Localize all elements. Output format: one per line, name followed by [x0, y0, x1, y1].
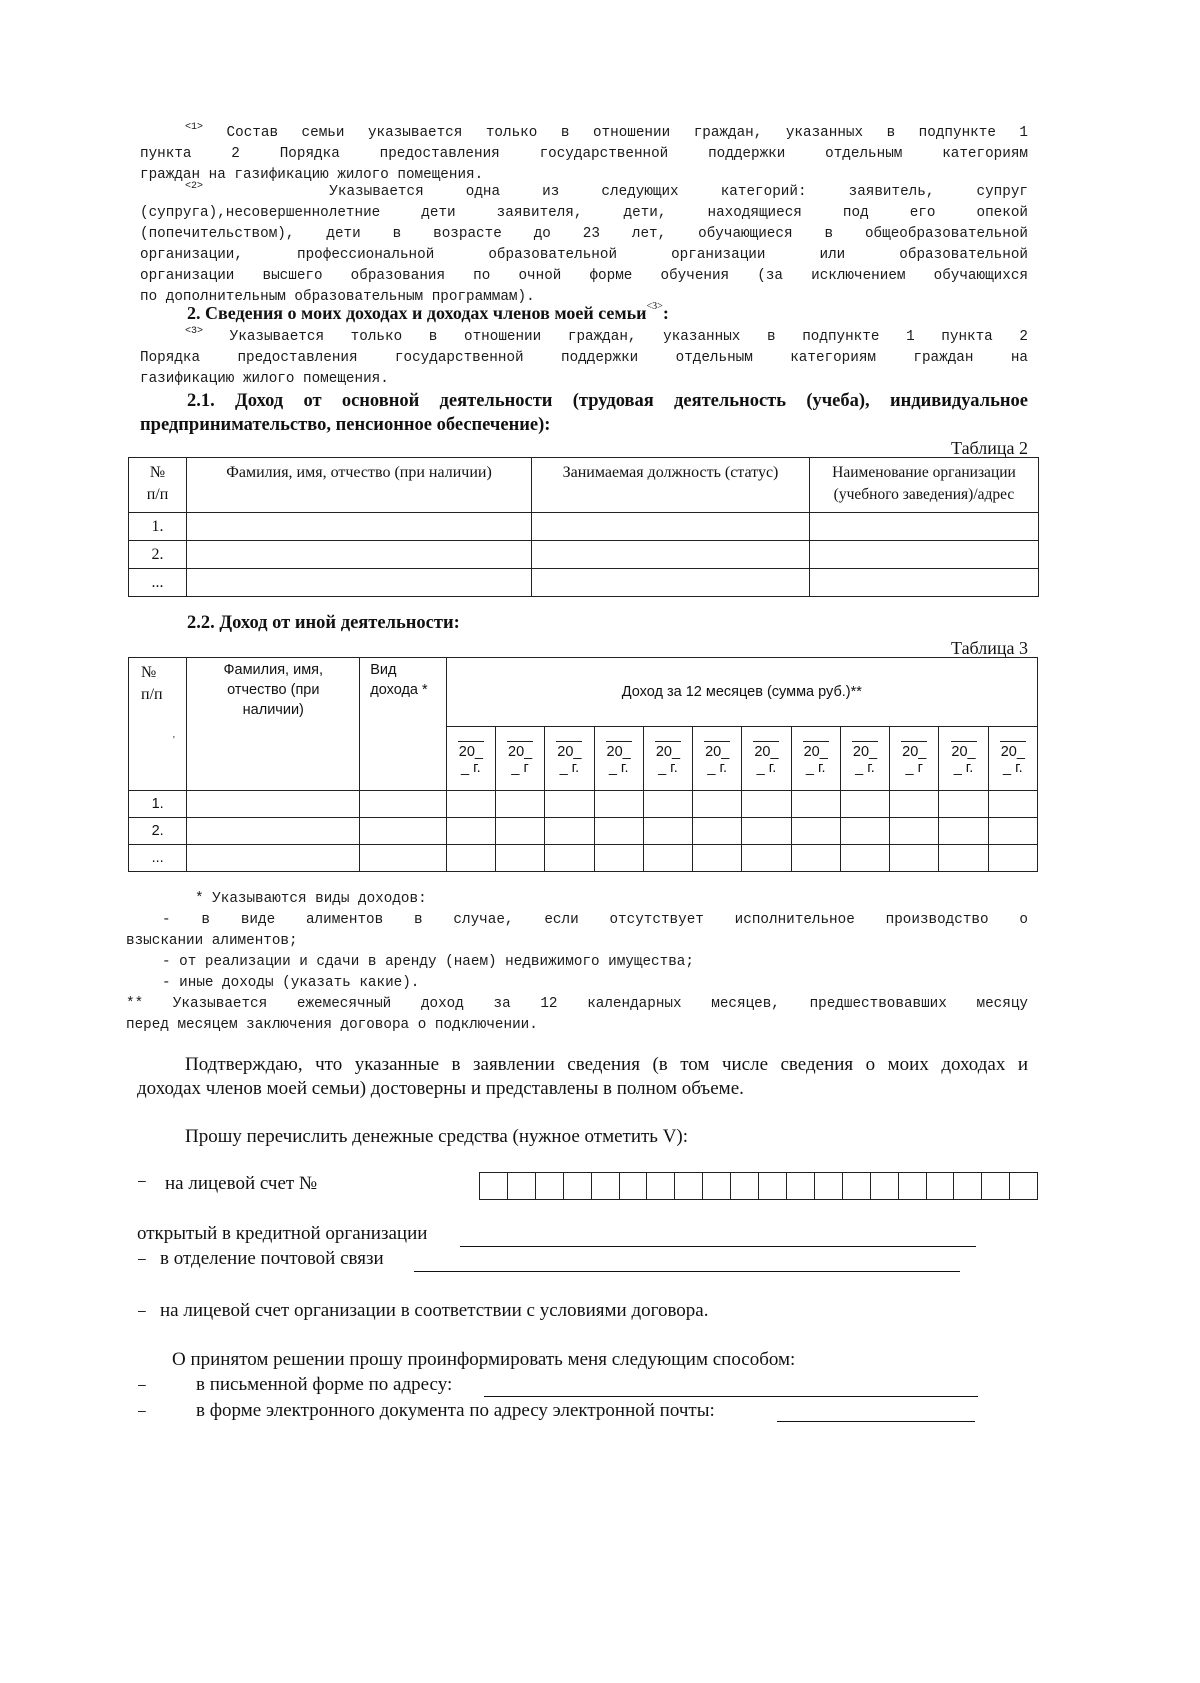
table-cell[interactable]: [791, 791, 840, 818]
table-cell[interactable]: [187, 513, 532, 541]
table-cell[interactable]: [187, 541, 532, 569]
year-cell: 20_ _ г: [495, 727, 544, 791]
note-line: - иные доходы (указать какие).: [162, 975, 420, 991]
checkbox-written[interactable]: –: [138, 1376, 146, 1392]
table-cell[interactable]: [693, 845, 742, 872]
table-cell[interactable]: [446, 791, 495, 818]
account-digit-cell[interactable]: [814, 1173, 842, 1199]
footnote-3-line: Указывается только в отношении граждан, указанных в подпункте 1 пункта 2: [229, 329, 1028, 345]
table-cell[interactable]: [446, 818, 495, 845]
account-digit-cell[interactable]: [480, 1173, 507, 1199]
year-cell: 20_ _ г.: [939, 727, 988, 791]
header-cell-full-name: Фамилия, имя, отчество (при наличии): [187, 658, 360, 791]
section-2-1-heading: [140, 389, 1028, 437]
table-cell[interactable]: [810, 541, 1039, 569]
year-cell: 20_ _ г.: [791, 727, 840, 791]
bank-field[interactable]: [460, 1246, 976, 1247]
table-cell[interactable]: [360, 791, 446, 818]
checkbox-post[interactable]: –: [138, 1250, 146, 1266]
table-cell[interactable]: [495, 791, 544, 818]
table-cell[interactable]: [939, 791, 988, 818]
account-digit-cell[interactable]: [981, 1173, 1009, 1199]
row-number: 2.: [129, 818, 187, 845]
account-digit-cell[interactable]: [535, 1173, 563, 1199]
table-cell[interactable]: [545, 818, 594, 845]
table-cell[interactable]: [810, 569, 1039, 597]
table-2-header-row: [129, 458, 1039, 513]
table-cell[interactable]: [187, 569, 532, 597]
table-cell[interactable]: [532, 541, 810, 569]
table-cell[interactable]: [810, 513, 1039, 541]
note-line: * Указываются виды доходов:: [195, 891, 427, 907]
table-cell[interactable]: [840, 845, 889, 872]
table-2-caption: Таблица 2: [951, 438, 1028, 458]
table-row: [129, 513, 1039, 541]
footnote-2-line: (попечительством), дети в возрасте до 23 лет, обучающиеся в общеобразовательной: [140, 226, 1028, 242]
notify-intro: О принятом решении прошу проинформировать меня следующим способом:: [172, 1349, 796, 1370]
table-cell[interactable]: [693, 791, 742, 818]
table-cell[interactable]: [532, 513, 810, 541]
table-row: [129, 541, 1039, 569]
note-line: перед месяцем заключения договора о подключении.: [126, 1017, 538, 1033]
footnote-2: [140, 182, 1028, 308]
checkbox-account[interactable]: –: [138, 1172, 146, 1188]
checkbox-email[interactable]: –: [138, 1402, 146, 1418]
account-label: на лицевой счет №: [165, 1173, 318, 1194]
account-digit-cell[interactable]: [507, 1173, 535, 1199]
footnote-1-mark: <1>: [185, 122, 204, 133]
table-cell[interactable]: [495, 845, 544, 872]
section-2-heading-mark: <3>: [646, 301, 663, 312]
account-digit-cell[interactable]: [619, 1173, 647, 1199]
footnote-2-line: Указывается одна из следующих категорий: заявитель, супруг: [329, 184, 1028, 200]
email-address-field[interactable]: [777, 1421, 975, 1422]
account-digit-cell[interactable]: [591, 1173, 619, 1199]
income-notes: [126, 889, 1028, 1036]
written-address-field[interactable]: [484, 1396, 978, 1397]
table-cell[interactable]: [594, 818, 643, 845]
header-cell-organization: Наименование организации (учебного заведения)/адрес: [810, 458, 1039, 513]
table-cell[interactable]: [360, 845, 446, 872]
table-cell[interactable]: [643, 791, 692, 818]
row-number: 1.: [129, 791, 187, 818]
post-label: в отделение почтовой связи: [160, 1248, 384, 1269]
header-cell-number: № п/п ': [129, 658, 187, 791]
table-cell[interactable]: [187, 845, 360, 872]
table-cell[interactable]: [446, 845, 495, 872]
confirmation-paragraph: [137, 1053, 1028, 1101]
table-cell[interactable]: [890, 845, 939, 872]
year-cell: 20_ _ г.: [742, 727, 791, 791]
table-cell[interactable]: [360, 818, 446, 845]
account-digit-cell[interactable]: [758, 1173, 786, 1199]
table-cell[interactable]: [594, 845, 643, 872]
account-digit-cell[interactable]: [1009, 1173, 1037, 1199]
table-cell[interactable]: [742, 845, 791, 872]
table-cell[interactable]: [988, 818, 1037, 845]
year-cell: 20_ _ г.: [988, 727, 1037, 791]
account-digit-cell[interactable]: [926, 1173, 954, 1199]
year-cell: 20_ _ г.: [643, 727, 692, 791]
table-cell[interactable]: [742, 818, 791, 845]
table-cell[interactable]: [840, 791, 889, 818]
account-digit-cell[interactable]: [898, 1173, 926, 1199]
header-cell-position: Занимаемая должность (статус): [532, 458, 810, 513]
confirmation-line: доходах членов моей семьи) достоверны и представлены в полном объеме.: [137, 1078, 744, 1099]
table-cell[interactable]: [890, 791, 939, 818]
table-row: [129, 818, 1038, 845]
footnote-2-line: (супруга),несовершеннолетние дети заявителя, дети, находящиеся под его опекой: [140, 205, 1028, 221]
org-account-label: на лицевой счет организации в соответствии с условиями договора.: [160, 1300, 709, 1321]
account-digit-cell[interactable]: [842, 1173, 870, 1199]
section-2-heading: [187, 302, 669, 324]
account-digit-cell[interactable]: [674, 1173, 702, 1199]
year-cell: 20_ _ г.: [446, 727, 495, 791]
email-label: в форме электронного документа по адресу электронной почты:: [196, 1400, 715, 1421]
note-line: - в виде алиментов в случае, если отсутствует исполнительное производство о: [162, 912, 1028, 928]
section-2-1-heading-line: 2.1. Доход от основной деятельности (трудовая деятельность (учеба), индивидуальное: [187, 391, 1028, 411]
year-cell: 20_ _ г.: [594, 727, 643, 791]
note-line: ** Указывается ежемесячный доход за 12 календарных месяцев, предшествовавших месяцу: [126, 996, 1028, 1012]
footnote-2-line: по дополнительным образовательным программам).: [140, 289, 535, 305]
confirmation-line: Подтверждаю, что указанные в заявлении сведения (в том числе сведения о моих доходах и: [185, 1054, 1028, 1075]
bank-label: открытый в кредитной организации: [137, 1223, 428, 1244]
row-number: ...: [129, 845, 187, 872]
year-cell: 20_ _ г.: [840, 727, 889, 791]
table-cell[interactable]: [791, 818, 840, 845]
table-row: [129, 791, 1038, 818]
table-cell[interactable]: [545, 791, 594, 818]
header-cell-income-type: Вид дохода *: [360, 658, 446, 791]
note-line: взыскании алиментов;: [126, 933, 298, 949]
section-2-heading-text: 2. Сведения о моих доходах и доходах членов моей семьи: [187, 303, 647, 323]
header-cell-number: № п/п: [129, 458, 187, 513]
section-2-2-heading: 2.2. Доход от иной деятельности:: [187, 613, 460, 633]
post-field[interactable]: [414, 1271, 960, 1272]
table-cell[interactable]: [495, 818, 544, 845]
table-cell[interactable]: [693, 818, 742, 845]
checkbox-org-account[interactable]: –: [138, 1302, 146, 1318]
account-digit-cell[interactable]: [786, 1173, 814, 1199]
table-cell[interactable]: [840, 818, 889, 845]
table-3: [128, 657, 1038, 872]
account-digit-cell[interactable]: [646, 1173, 674, 1199]
account-digit-cell[interactable]: [870, 1173, 898, 1199]
table-cell[interactable]: [643, 845, 692, 872]
footnote-1-line: граждан на газификацию жилого помещения.: [140, 167, 484, 183]
table-row: [129, 845, 1038, 872]
table-cell[interactable]: [742, 791, 791, 818]
row-number: 1.: [129, 513, 187, 541]
table-cell[interactable]: [890, 818, 939, 845]
footnote-2-mark: <2>: [185, 181, 204, 192]
account-digit-cell[interactable]: [730, 1173, 758, 1199]
table-2: [128, 457, 1039, 597]
footnote-1-line: Состав семьи указывается только в отношении граждан, указанных в подпункте 1: [226, 125, 1028, 141]
account-digit-cell[interactable]: [702, 1173, 730, 1199]
footnote-2-line: организации высшего образования по очной форме обучения (за исключением обучающихся: [140, 268, 1028, 284]
table-3-caption: Таблица 3: [951, 638, 1028, 658]
table-cell[interactable]: [643, 818, 692, 845]
note-line: - от реализации и сдачи в аренду (наем) недвижимого имущества;: [162, 954, 694, 970]
year-cell: 20_ _ г.: [545, 727, 594, 791]
table-cell[interactable]: [594, 791, 643, 818]
table-row: [129, 569, 1039, 597]
footnote-1: [140, 123, 1028, 186]
table-cell[interactable]: [187, 818, 360, 845]
table-cell[interactable]: [187, 791, 360, 818]
section-2-1-heading-line: предпринимательство, пенсионное обеспечение):: [140, 415, 551, 435]
header-cell-full-name: Фамилия, имя, отчество (при наличии): [187, 458, 532, 513]
table-3-header-row: [129, 658, 1038, 727]
footnote-3: [140, 327, 1028, 390]
row-number: ...: [129, 569, 187, 597]
table-cell[interactable]: [939, 845, 988, 872]
header-cell-income-12-months: Доход за 12 месяцев (сумма руб.)**: [446, 658, 1037, 727]
table-cell[interactable]: [988, 791, 1037, 818]
footnote-3-line: Порядка предоставления государственной поддержки отдельным категориям граждан на: [140, 350, 1028, 366]
row-number: 2.: [129, 541, 187, 569]
section-2-heading-colon: :: [662, 303, 669, 323]
account-number-field[interactable]: [479, 1172, 1038, 1200]
table-cell[interactable]: [791, 845, 840, 872]
footnote-2-line: организации, профессиональной образовательной организации или образовательной: [140, 247, 1028, 263]
account-digit-cell[interactable]: [563, 1173, 591, 1199]
payment-intro: Прошу перечислить денежные средства (нужное отметить V):: [185, 1126, 689, 1147]
year-cell: 20_ _ г.: [693, 727, 742, 791]
table-cell[interactable]: [532, 569, 810, 597]
year-cell: 20_ _ г: [890, 727, 939, 791]
account-digit-cell[interactable]: [953, 1173, 981, 1199]
table-cell[interactable]: [545, 845, 594, 872]
footnote-3-line: газификацию жилого помещения.: [140, 371, 389, 387]
footnote-3-mark: <3>: [185, 326, 204, 337]
table-cell[interactable]: [988, 845, 1037, 872]
table-cell[interactable]: [939, 818, 988, 845]
footnote-1-line: пункта 2 Порядка предоставления государственной поддержки отдельным категориям: [140, 146, 1028, 162]
written-label: в письменной форме по адресу:: [196, 1374, 453, 1395]
